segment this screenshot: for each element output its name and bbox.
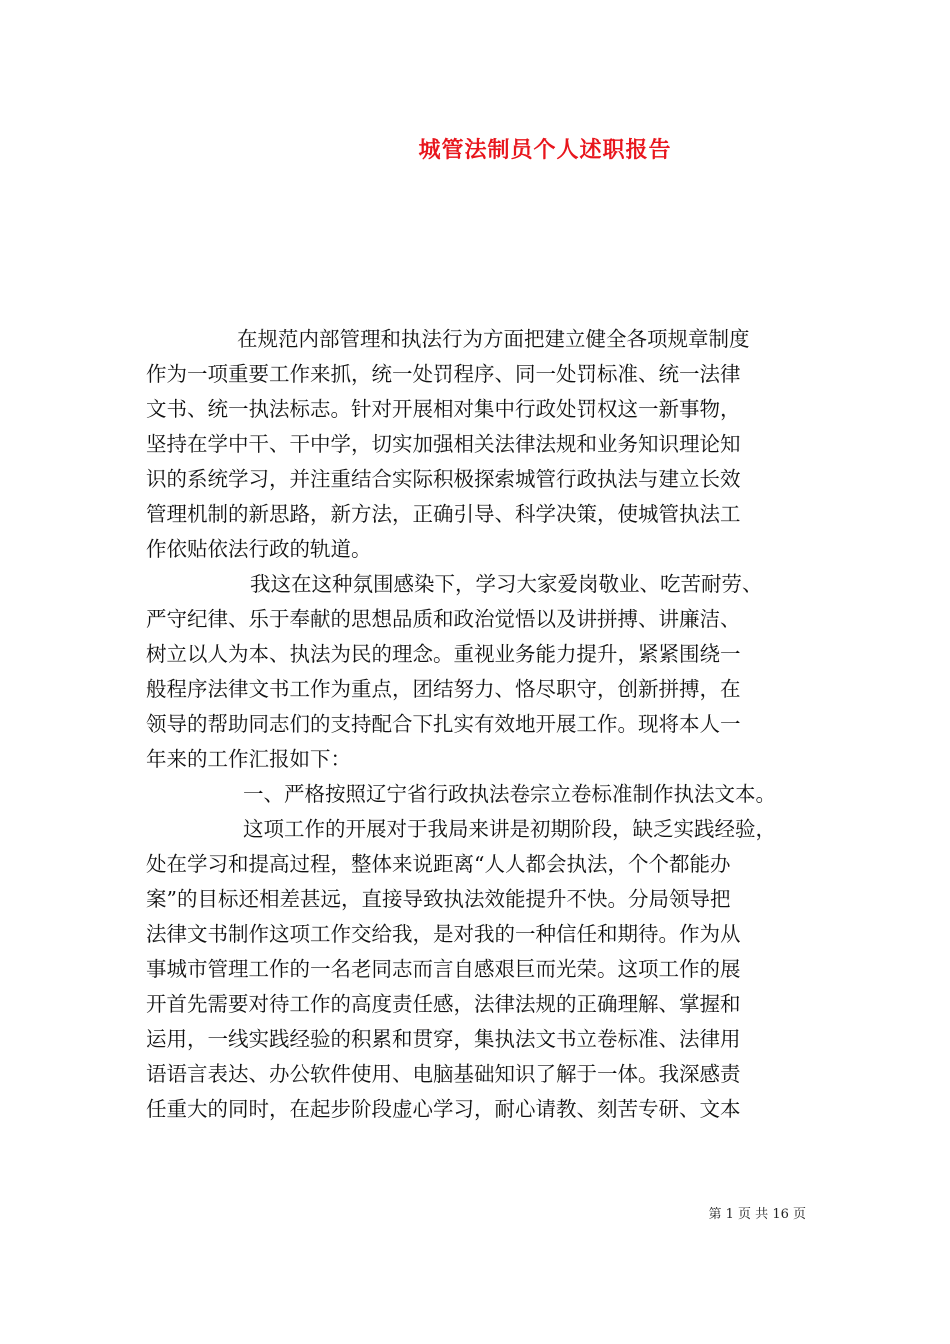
- paragraph-line: 任重大的同时，在起步阶段虚心学习，耐心请教、刻苦专研、文本: [146, 1097, 741, 1121]
- paragraph-line: 这项工作的开展对于我局来讲是初期阶段，缺乏实践经验，: [243, 817, 776, 841]
- paragraph-line: 事城市管理工作的一名老同志而言自感艰巨而光荣。这项工作的展: [146, 957, 741, 981]
- paragraph-line: 语语言表达、办公软件使用、电脑基础知识了解于一体。我深感责: [146, 1062, 741, 1086]
- paragraph-line: 文书、统一执法标志。针对开展相对集中行政处罚权这一新事物，: [146, 397, 741, 421]
- paragraph-line: 识的系统学习，并注重结合实际积极探索城管行政执法与建立长效: [146, 467, 741, 491]
- paragraph-line: 严守纪律、乐于奉献的思想品质和政治觉悟以及讲拼搏、讲廉洁、: [146, 607, 741, 631]
- section-heading-line: 一、严格按照辽宁省行政执法卷宗立卷标准制作执法文本。: [243, 782, 776, 806]
- document-body: [146, 322, 810, 1127]
- document-title: 城管法制员个人述职报告: [418, 137, 672, 163]
- paragraph-line: 般程序法律文书工作为重点，团结努力、恪尽职守，创新拼搏，在: [146, 677, 741, 701]
- paragraph-line: 法律文书制作这项工作交给我，是对我的一种信任和期待。作为从: [146, 922, 741, 946]
- paragraph-line: 年来的工作汇报如下：: [146, 747, 351, 771]
- paragraph-line: 在规范内部管理和执法行为方面把建立健全各项规章制度: [237, 327, 750, 351]
- paragraph-line: 案”的目标还相差甚远，直接导致执法效能提升不快。分局领导把: [146, 887, 731, 911]
- paragraph-line: 开首先需要对待工作的高度责任感，法律法规的正确理解、掌握和: [146, 992, 741, 1016]
- paragraph-line: 作为一项重要工作来抓，统一处罚程序、同一处罚标准、统一法律: [146, 362, 741, 386]
- paragraph-line: 管理机制的新思路，新方法，正确引导、科学决策，使城管执法工: [146, 502, 741, 526]
- paragraph-line: 我这在这种氛围感染下，学习大家爱岗敬业、吃苦耐劳、: [250, 572, 763, 596]
- paragraph-line: 处在学习和提高过程，整体来说距离“人人都会执法，个个都能办: [146, 852, 731, 876]
- page-number: 第 1 页 共 16 页: [708, 1207, 806, 1222]
- paragraph-line: 坚持在学中干、干中学，切实加强相关法律法规和业务知识理论知: [146, 432, 741, 456]
- paragraph-line: 运用，一线实践经验的积累和贯穿，集执法文书立卷标准、法律用: [146, 1027, 741, 1051]
- paragraph-line: 领导的帮助同志们的支持配合下扎实有效地开展工作。现将本人一: [146, 712, 741, 736]
- paragraph-line: 树立以人为本、执法为民的理念。重视业务能力提升，紧紧围绕一: [146, 642, 741, 666]
- paragraph-line: 作依贴依法行政的轨道。: [146, 537, 372, 561]
